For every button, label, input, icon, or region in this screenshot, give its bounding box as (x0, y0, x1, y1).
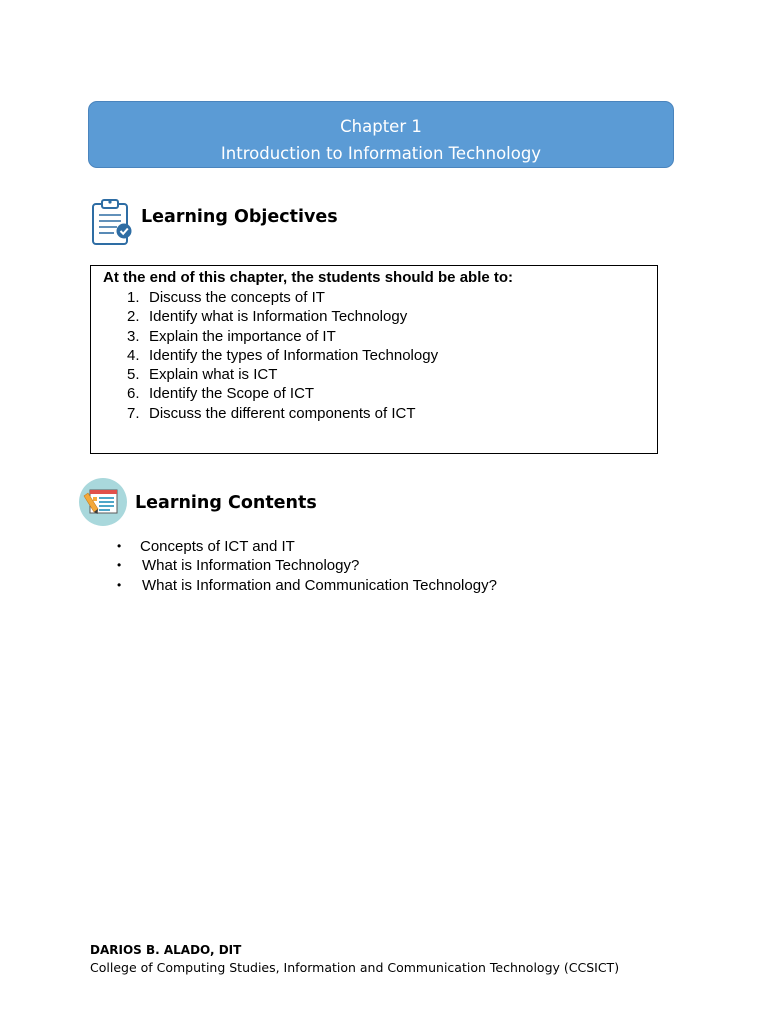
objectives-box: At the end of this chapter, the students should be able to: 1. Discuss the concepts of IT 2. Identify what is Information Technology 3. Explain the importance of IT 4. Identify the types of Information Technology 5. Explain what is ICT 6. Identify the Scope of ICT 7. Discuss the different components of ICT (90, 265, 658, 454)
objectives-intro: At the end of this chapter, the students should be able to: (103, 269, 514, 286)
chapter-title: Introduction to Information Technology (220, 144, 542, 163)
contents-list (0, 537, 700, 595)
list-item: • What is Information and Communication Technology? (117, 576, 497, 594)
list-item: • Concepts of ICT and IT (117, 538, 295, 555)
list-item: • What is Information Technology? (117, 557, 360, 575)
chapter-banner (88, 101, 674, 168)
clipboard-check-icon (90, 198, 134, 246)
document-pencil-icon (79, 478, 127, 526)
footer-college: College of Computing Studies, Information and Communication Technology (CCSICT) (90, 960, 620, 975)
learning-objectives-heading: Learning Objectives (141, 207, 338, 227)
learning-contents-heading: Learning Contents (135, 493, 317, 513)
chapter-number: Chapter 1 (340, 117, 422, 136)
footer-author: DARIOS B. ALADO, DIT (90, 943, 242, 957)
